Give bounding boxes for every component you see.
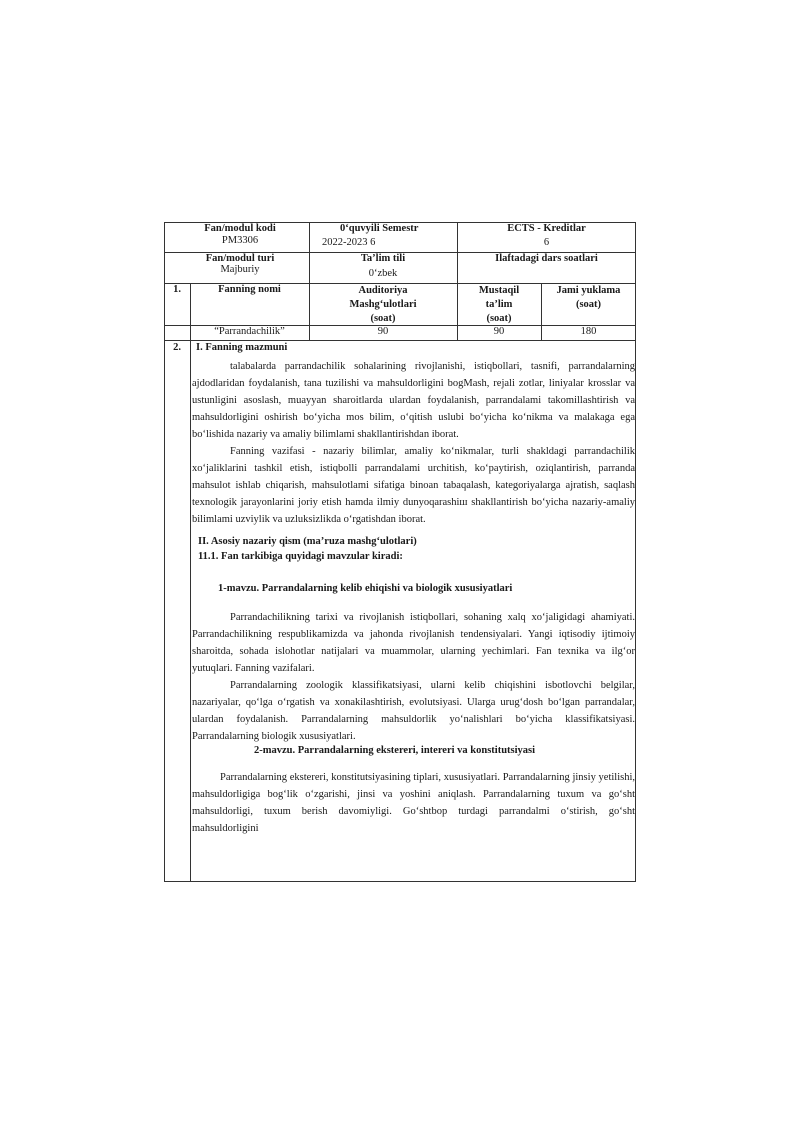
section-heading: II. Asosiy nazariy qism (ma’ruza mashg‘ulotlari) [198,536,417,547]
code-label: Fan/modul kodi [204,223,276,234]
row-number-2: 2. [173,342,181,353]
paragraph: talabalarda parrandachilik sohalarining rivojlanishi, istiqbollari, tasnifi, parrandalarning ajdodlaridan foydalanish, tana tuzilishi va mahsuldorligini bogMash, rejali zotlar, liniyalar krosslar va ustunligini asoslash, muayyan sharoitlarda ulardan foydalanish, parrandalami takomillashtirish va mahsuldorligini oshirish bo‘yicha mos bilim, o‘qitish uslubi bo‘yicha ko‘nikma va malakaga ega bo‘lishida nazariy va amaliy bilimlami shakllantirishdan iborat. [192,361,635,440]
total-load-label: (soat) [575,299,602,310]
type-value: Majburiy [220,264,260,275]
self-study-label: (soat) [486,313,512,324]
paragraph: Parrandachilikning tarixi va rivojlanish istiqbollari, sohaning xalq xo‘jaligidagi ahamiyati. Parrandachilikning respublikamizda va jahonda rivojlanish tendensiyalari. Yangi iqtisodiy ijtimoiy sharoitda, sohada islohotlar natijalari va muammolar, ularning yechimlari. Fan texnika va ilg‘or yutuqlari. Fanning vazifalari. [192,612,635,674]
course-name-label: Fanning nomi [218,284,281,295]
weekly-hours-label: Ilaftadagi dars soatlari [495,253,598,264]
row-divider [164,340,636,341]
semester-value: 2022-2023 6 [322,237,376,248]
self-study-hours: 90 [493,326,505,337]
ects-label: ECTS - Kreditlar [507,223,586,234]
auditory-label: Auditoriya [358,285,408,296]
content-block-3 [192,769,635,837]
content-block-1 [192,358,635,528]
section-subheading: 11.1. Fan tarkibiga quyidagi mavzular kiradi: [198,551,403,562]
content-block-2 [192,609,635,745]
topic-title: 1-mavzu. Parrandalarning kelib ehiqishi va biologik xususiyatlari [218,583,513,594]
total-load-label: Jami yuklama [556,285,621,296]
self-study-label: Mustaqil [478,285,520,296]
auditory-hours: 90 [377,326,389,337]
ects-value: 6 [543,237,550,248]
type-label: Fan/modul turi [205,253,275,264]
topic-title: 2-mavzu. Parrandalarning ekstereri, intereri va konstitutsiyasi [254,745,536,756]
auditory-label: Mashg‘ulotlari [349,299,417,310]
lang-label: Ta’lim tili [360,253,406,264]
auditory-label: (soat) [370,313,396,324]
code-value: PM3306 [221,235,259,246]
column-divider [190,283,191,881]
semester-label: 0‘quvyili Semestr [340,223,419,234]
paragraph: Fanning vazifasi - nazariy bilimlar, amaliy ko‘nikmalar, turli shakldagi parrandachilik xo‘jaliklarini tashkil etish, istiqbolli parrandalami urchitish, ko‘paytirish, oziqlantirish, parranda mahsulot ishlab chiqarish, mahsulotlami sifatiga binoan tabaqalash, kategoriyalarga ajratish, saqlash texnologik jarayonlarini joriy etish hamda ilmiy dunyoqarashiш shakllantirish bo‘yicha nazariy-amaliy bilimlami uzviylik va uzluksizlikda o‘rgatishdan iborat. [192,446,635,525]
paragraph: Parrandalarning ekstereri, konstitutsiyasining tiplari, xususiyatlari. Parrandalarning jinsiy yetilishi, mahsuldorligiga bog‘lik o‘zgarishi, jinsi va yoshini aniqlash. Parrandalarning tuxum va go‘sht mahsuldorligi, tuxum berish davomiyligi. Go‘shtbop turdagi parrandalmi o‘stirish, go‘sht mahsuldorligini [192,772,635,834]
section-title: I. Fanning mazmuni [196,342,288,353]
self-study-label: ta’lim [485,299,513,310]
paragraph: Parrandalarning zoologik klassifikatsiyasi, ularni kelib chiqishini isbotlovchi belgilar, nazariyalar, qo‘lga o‘rgatish va xonakilashtirish, evolutsiyasi. Ularga urug‘dosh bo‘lgan parrandalar, ulardan foydalanish. Parrandalarning mahsuldorlik yo‘nalishlari bo‘yicha klassifikatsiyasi. Parrandalarning biologik xususiyatlari. [192,680,635,742]
total-hours: 180 [580,326,597,337]
lang-value: 0‘zbek [368,268,398,279]
row-number-1: 1. [173,284,181,295]
course-name-value: “Parrandachilik” [214,326,285,337]
